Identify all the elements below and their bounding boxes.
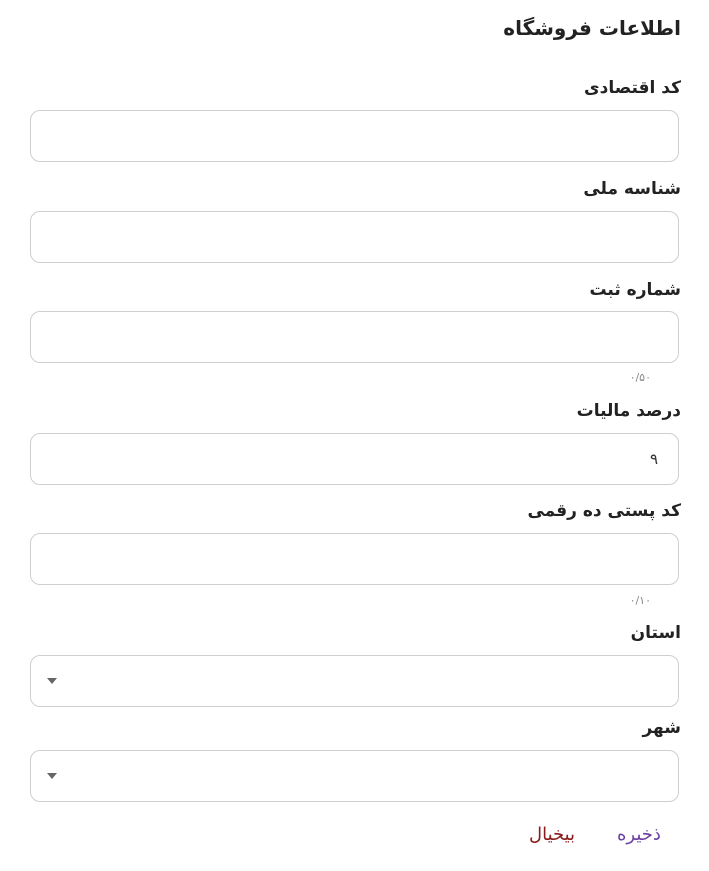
- postal-code-label: کد پستی ده رقمی: [527, 501, 681, 521]
- province-label: استان: [630, 623, 681, 643]
- national-id-field-container: [30, 211, 679, 263]
- province-select[interactable]: [30, 655, 679, 707]
- page-title: اطلاعات فروشگاه: [503, 16, 681, 40]
- tax-percent-input[interactable]: [31, 434, 678, 484]
- registration-number-counter: ۰/۵۰: [629, 371, 651, 384]
- postal-code-field-container: [30, 533, 679, 585]
- city-label: شهر: [642, 718, 681, 738]
- economic-code-input[interactable]: [31, 111, 678, 161]
- cancel-button[interactable]: بیخیال: [529, 824, 576, 845]
- caret-down-icon: [47, 678, 57, 684]
- registration-number-input[interactable]: [31, 312, 678, 362]
- economic-code-label: کد اقتصادی: [584, 78, 681, 98]
- city-select[interactable]: [30, 750, 679, 802]
- registration-number-label: شماره ثبت: [589, 280, 681, 300]
- tax-percent-label: درصد مالیات: [576, 401, 681, 421]
- postal-code-input[interactable]: [31, 534, 678, 584]
- caret-down-icon: [47, 773, 57, 779]
- tax-percent-field-container: [30, 433, 679, 485]
- registration-number-field-container: [30, 311, 679, 363]
- national-id-label: شناسه ملی: [583, 179, 681, 199]
- postal-code-counter: ۰/۱۰: [629, 594, 651, 607]
- economic-code-field-container: [30, 110, 679, 162]
- save-button[interactable]: ذخیره: [617, 824, 661, 845]
- national-id-input[interactable]: [31, 212, 678, 262]
